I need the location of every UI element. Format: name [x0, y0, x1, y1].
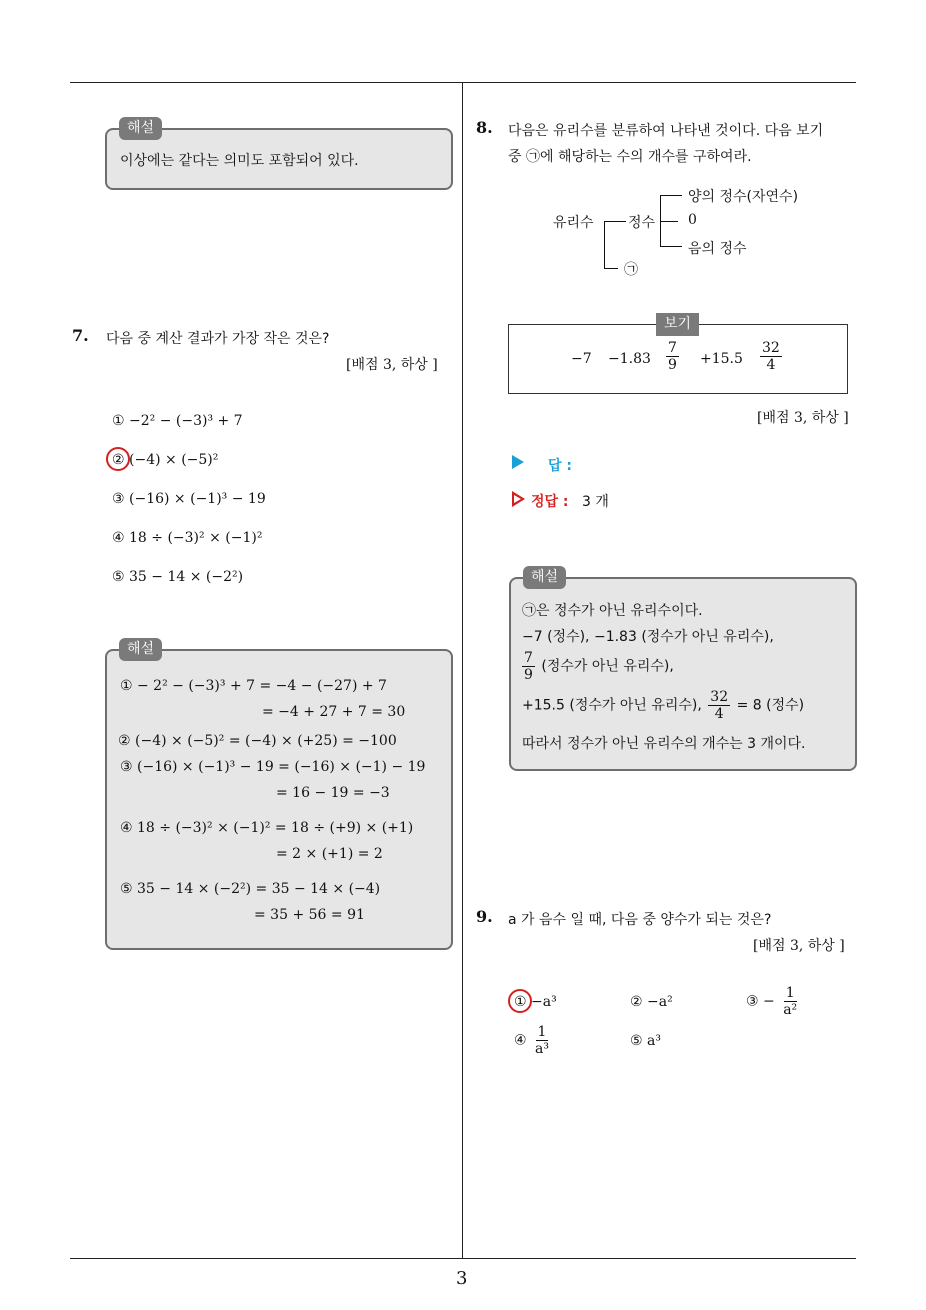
q7-solution-line: ① − 2² − (−3)³ + 7 = −4 − (−27) + 7 — [120, 678, 387, 694]
q7-solution-line: = −4 + 27 + 7 = 30 — [262, 704, 406, 720]
explanation-text: 이상에는 같다는 의미도 포함되어 있다. — [120, 153, 359, 169]
tree-negative: 음의 정수 — [688, 241, 747, 257]
tree-connector — [604, 221, 626, 222]
q7-option-2[interactable]: ② (−4) × (−5)² — [112, 452, 219, 468]
bogi-tag: 보기 — [656, 313, 699, 336]
q8-solution-line: −7 (정수), −1.83 (정수가 아닌 유리수), — [522, 629, 774, 645]
bogi-fraction: $\frac{32}{4}$ — [762, 340, 780, 373]
explanation-tag: 해설 — [119, 638, 162, 661]
q7-text: 다음 중 계산 결과가 가장 작은 것은? — [106, 331, 330, 347]
selected-answer-circle — [508, 989, 532, 1013]
tree-positive: 양의 정수(자연수) — [688, 189, 799, 205]
q8-score: [배점 3, 하상 ] — [757, 410, 849, 426]
bogi-fraction: $\frac{7}{9}$ — [668, 340, 677, 373]
q8-text-line2: 중 ㉠에 해당하는 수의 개수를 구하여라. — [508, 149, 752, 165]
q7-option-5[interactable]: ⑤ 35 − 14 × (−2²) — [112, 569, 244, 585]
tree-integer: 정수 — [628, 215, 656, 231]
q7-solution-line: ④ 18 ÷ (−3)² × (−1)² = 18 ÷ (+9) × (+1) — [120, 820, 414, 836]
bogi-value: −1.83 — [608, 351, 651, 367]
q9-number: 9. — [476, 907, 493, 926]
selected-answer-circle — [106, 447, 130, 471]
tree-zero: 0 — [688, 212, 697, 228]
correct-label: 정답 : — [531, 494, 569, 510]
correct-value: 3 개 — [582, 494, 609, 510]
correct-marker-icon-inner — [514, 495, 521, 503]
q8-solution-line: +15.5 (정수가 아닌 유리수), $\frac{32}{4}$ = 8 (정수) — [522, 689, 805, 722]
q9-option-5[interactable]: ⑤ a³ — [630, 1033, 661, 1049]
explanation-tag: 해설 — [119, 117, 162, 140]
answer-label: 답 : — [548, 458, 572, 474]
answer-marker-icon — [512, 455, 524, 469]
page-number: 3 — [456, 1268, 468, 1289]
q7-solution-line: ② (−4) × (−5)² = (−4) × (+25) = −100 — [118, 733, 397, 749]
q7-solution-line: ③ (−16) × (−1)³ − 19 = (−16) × (−1) − 19 — [120, 759, 426, 775]
q7-solution-line: ⑤ 35 − 14 × (−2²) = 35 − 14 × (−4) — [120, 881, 381, 897]
q7-option-3[interactable]: ③ (−16) × (−1)³ − 19 — [112, 491, 266, 507]
tree-connector — [660, 195, 682, 196]
q7-option-1[interactable]: ① −2² − (−3)³ + 7 — [112, 413, 243, 429]
tree-connector — [660, 221, 678, 222]
q7-number: 7. — [72, 326, 89, 345]
q9-option-4[interactable]: ④ $\frac{1}{\text{a³}}$ — [514, 1024, 549, 1057]
q8-text-line1: 다음은 유리수를 분류하여 나타낸 것이다. 다음 보기 — [508, 123, 824, 139]
bogi-value: +15.5 — [700, 351, 743, 367]
tree-connector — [604, 221, 605, 269]
q7-solution-line: = 35 + 56 = 91 — [254, 907, 365, 923]
tree-connector — [604, 268, 618, 269]
tree-other: ㉠ — [624, 262, 638, 278]
q9-option-1[interactable]: ① −a³ — [514, 994, 557, 1010]
column-divider — [462, 82, 463, 1258]
q8-solution-line: ㉠은 정수가 아닌 유리수이다. — [522, 603, 703, 619]
q9-option-2[interactable]: ② −a² — [630, 994, 673, 1010]
q9-text: a 가 음수 일 때, 다음 중 양수가 되는 것은? — [508, 912, 772, 928]
tree-connector — [660, 246, 682, 247]
q7-solution-line: = 2 × (+1) = 2 — [276, 846, 383, 862]
bottom-rule — [70, 1258, 856, 1259]
q7-option-4[interactable]: ④ 18 ÷ (−3)² × (−1)² — [112, 530, 263, 546]
explanation-tag: 해설 — [523, 566, 566, 589]
q9-score: [배점 3, 하상 ] — [753, 938, 845, 954]
q7-score: [배점 3, 하상 ] — [346, 357, 438, 373]
q8-solution-line: 따라서 정수가 아닌 유리수의 개수는 3 개이다. — [522, 736, 806, 752]
q8-number: 8. — [476, 118, 493, 137]
q9-option-3[interactable]: ③ − $\frac{1}{\text{a²}}$ — [746, 985, 798, 1018]
bogi-value: −7 — [571, 351, 592, 367]
q7-solution-line: = 16 − 19 = −3 — [276, 785, 390, 801]
top-rule — [70, 82, 856, 83]
q8-solution-line: $\frac{7}{9}$ (정수가 아닌 유리수), — [524, 650, 674, 683]
tree-root: 유리수 — [553, 215, 594, 231]
